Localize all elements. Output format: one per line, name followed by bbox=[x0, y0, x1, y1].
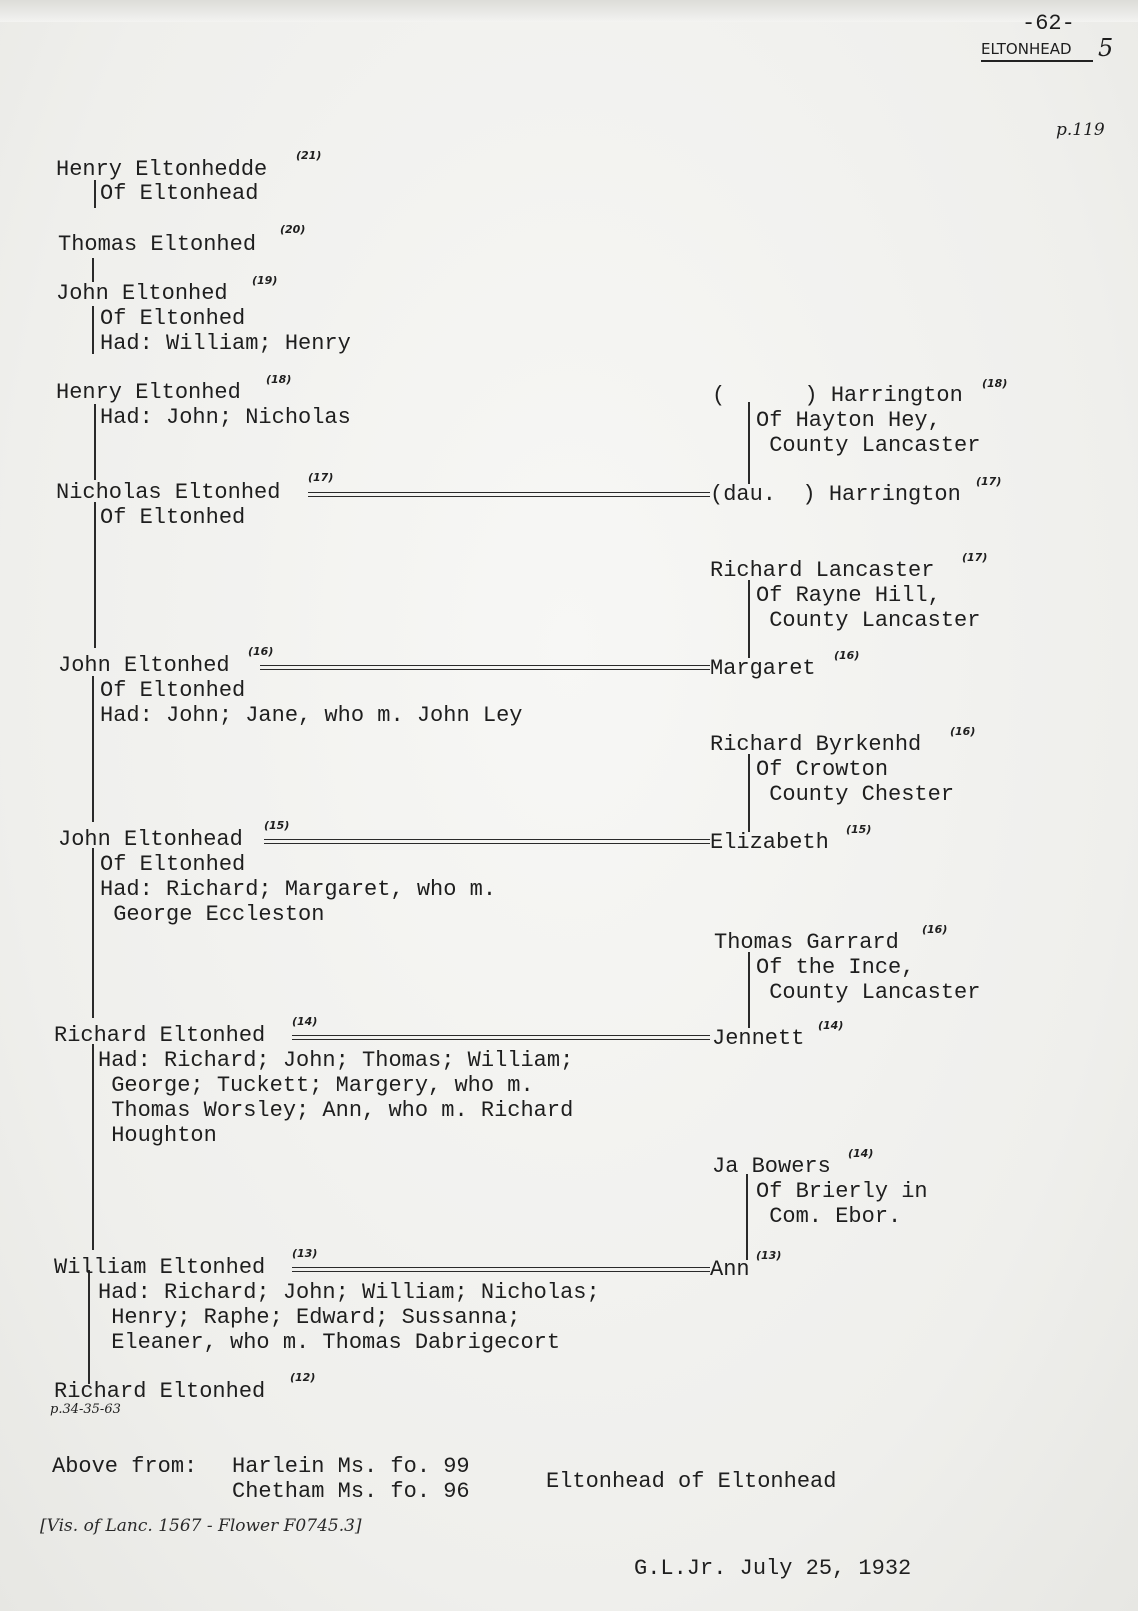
generation-number: (16) bbox=[248, 645, 274, 658]
spouse-name: (dau. ) Harrington bbox=[710, 482, 961, 507]
lineage-line bbox=[748, 580, 750, 658]
person-name: Ja Bowers bbox=[712, 1154, 831, 1179]
person-name: William Eltonhed bbox=[54, 1255, 266, 1280]
generation-number: (15) bbox=[846, 823, 872, 836]
page-reference: p.119 bbox=[1056, 120, 1105, 140]
document-title: Eltonhead of Eltonhead bbox=[546, 1469, 837, 1494]
person-detail: Of Hayton Hey, bbox=[756, 408, 941, 433]
generation-number: (16) bbox=[922, 923, 948, 936]
person-detail: Of the Ince, bbox=[756, 955, 915, 980]
marriage-line bbox=[308, 492, 710, 497]
marriage-line bbox=[292, 1267, 710, 1272]
page-top-edge bbox=[0, 0, 1138, 22]
person-detail: Henry; Raphe; Edward; Sussanna; bbox=[98, 1305, 521, 1330]
person-detail: Of Crowton bbox=[756, 757, 889, 782]
person-detail: County Lancaster bbox=[756, 608, 981, 633]
person-detail: George Eccleston bbox=[100, 902, 325, 927]
person-name: Thomas Eltonhed bbox=[58, 232, 257, 257]
person-detail: Had: John; Jane, who m. John Ley bbox=[100, 703, 523, 728]
generation-number: (13) bbox=[756, 1249, 782, 1262]
lineage-line bbox=[92, 306, 94, 354]
generation-number: (18) bbox=[266, 373, 292, 386]
source-label: Above from: bbox=[52, 1454, 198, 1479]
person-detail: County Lancaster bbox=[756, 980, 981, 1005]
person-detail: Thomas Worsley; Ann, who m. Richard bbox=[98, 1098, 574, 1123]
lineage-line bbox=[94, 180, 96, 208]
page-number: -62- bbox=[1022, 11, 1075, 36]
generation-number: (19) bbox=[252, 274, 278, 287]
person-detail: Had: Richard; John; William; Nicholas; bbox=[98, 1280, 600, 1305]
marriage-line bbox=[264, 839, 710, 844]
generation-number: (13) bbox=[292, 1247, 318, 1260]
person-detail: Eleaner, who m. Thomas Dabrigecort bbox=[98, 1330, 561, 1355]
generation-number: (16) bbox=[834, 649, 860, 662]
person-detail: Had: John; Nicholas bbox=[100, 405, 351, 430]
generation-number: (14) bbox=[818, 1019, 844, 1032]
lineage-line bbox=[92, 676, 94, 822]
lineage-line bbox=[746, 1174, 748, 1260]
person-detail: County Lancaster bbox=[756, 433, 981, 458]
marriage-line bbox=[292, 1035, 710, 1040]
lineage-line bbox=[92, 1044, 94, 1250]
person-detail: Of Eltonhed bbox=[100, 852, 246, 877]
spouse-name: Elizabeth bbox=[710, 830, 829, 855]
person-name: John Eltonhead bbox=[58, 827, 243, 852]
generation-number: (21) bbox=[296, 149, 322, 162]
person-name: Richard Byrkenhd bbox=[710, 732, 922, 757]
person-detail: Com. Ebor. bbox=[756, 1204, 902, 1229]
person-name: Thomas Garrard bbox=[714, 930, 899, 955]
generation-number: (14) bbox=[848, 1147, 874, 1160]
handwritten-note: [Vis. of Lanc. 1567 - Flower F0745.3] bbox=[40, 1516, 362, 1536]
generation-number: (12) bbox=[290, 1371, 316, 1384]
lineage-line bbox=[748, 402, 750, 484]
section-heading-underline bbox=[981, 60, 1093, 62]
person-detail: Of Eltonhead bbox=[100, 181, 259, 206]
section-heading: ELTONHEAD bbox=[981, 40, 1072, 58]
person-name: John Eltonhed bbox=[56, 281, 228, 306]
person-detail: Of Rayne Hill, bbox=[756, 583, 941, 608]
generation-number: (14) bbox=[292, 1015, 318, 1028]
lineage-line bbox=[92, 848, 94, 1018]
person-detail: County Chester bbox=[756, 782, 955, 807]
lineage-line bbox=[748, 952, 750, 1028]
person-name: Nicholas Eltonhed bbox=[56, 480, 281, 505]
person-detail: Had: Richard; Margaret, who m. bbox=[100, 877, 497, 902]
person-name: Henry Eltonhed bbox=[56, 380, 241, 405]
person-detail: Of Brierly in bbox=[756, 1179, 928, 1204]
lineage-line bbox=[748, 754, 750, 832]
generation-number: (17) bbox=[962, 551, 988, 564]
generation-number: (15) bbox=[264, 819, 290, 832]
person-name: ( ) Harrington bbox=[712, 383, 963, 408]
lineage-line bbox=[88, 1270, 90, 1384]
page-references-note: p.34-35-63 bbox=[50, 1402, 121, 1417]
generation-number: (20) bbox=[280, 223, 306, 236]
person-name: Richard Lancaster bbox=[710, 558, 935, 583]
marriage-line bbox=[260, 665, 710, 670]
signature-date: G.L.Jr. July 25, 1932 bbox=[634, 1556, 912, 1581]
person-name: Henry Eltonhedde bbox=[56, 157, 268, 182]
generation-number: (18) bbox=[982, 377, 1008, 390]
spouse-name: Ann bbox=[710, 1257, 750, 1282]
generation-number: (16) bbox=[950, 725, 976, 738]
person-detail: Of Eltonhed bbox=[100, 505, 246, 530]
person-detail: George; Tuckett; Margery, who m. bbox=[98, 1073, 534, 1098]
lineage-line bbox=[94, 502, 96, 648]
person-name: Richard Eltonhed bbox=[54, 1379, 266, 1404]
spouse-name: Jennett bbox=[712, 1026, 805, 1051]
lineage-line bbox=[92, 258, 94, 282]
person-name: John Eltonhed bbox=[58, 653, 230, 678]
person-detail: Houghton bbox=[98, 1123, 217, 1148]
person-name: Richard Eltonhed bbox=[54, 1023, 266, 1048]
person-detail: Had: William; Henry bbox=[100, 331, 351, 356]
person-detail: Of Eltonhed bbox=[100, 306, 246, 331]
person-detail: Had: Richard; John; Thomas; William; bbox=[98, 1048, 574, 1073]
spouse-name: Margaret bbox=[710, 656, 816, 681]
lineage-line bbox=[94, 404, 96, 480]
section-number: 5 bbox=[1098, 34, 1114, 62]
person-detail: Of Eltonhed bbox=[100, 678, 246, 703]
generation-number: (17) bbox=[976, 475, 1002, 488]
source-entry: Chetham Ms. fo. 96 bbox=[232, 1479, 470, 1504]
source-entry: Harlein Ms. fo. 99 bbox=[232, 1454, 470, 1479]
generation-number: (17) bbox=[308, 471, 334, 484]
